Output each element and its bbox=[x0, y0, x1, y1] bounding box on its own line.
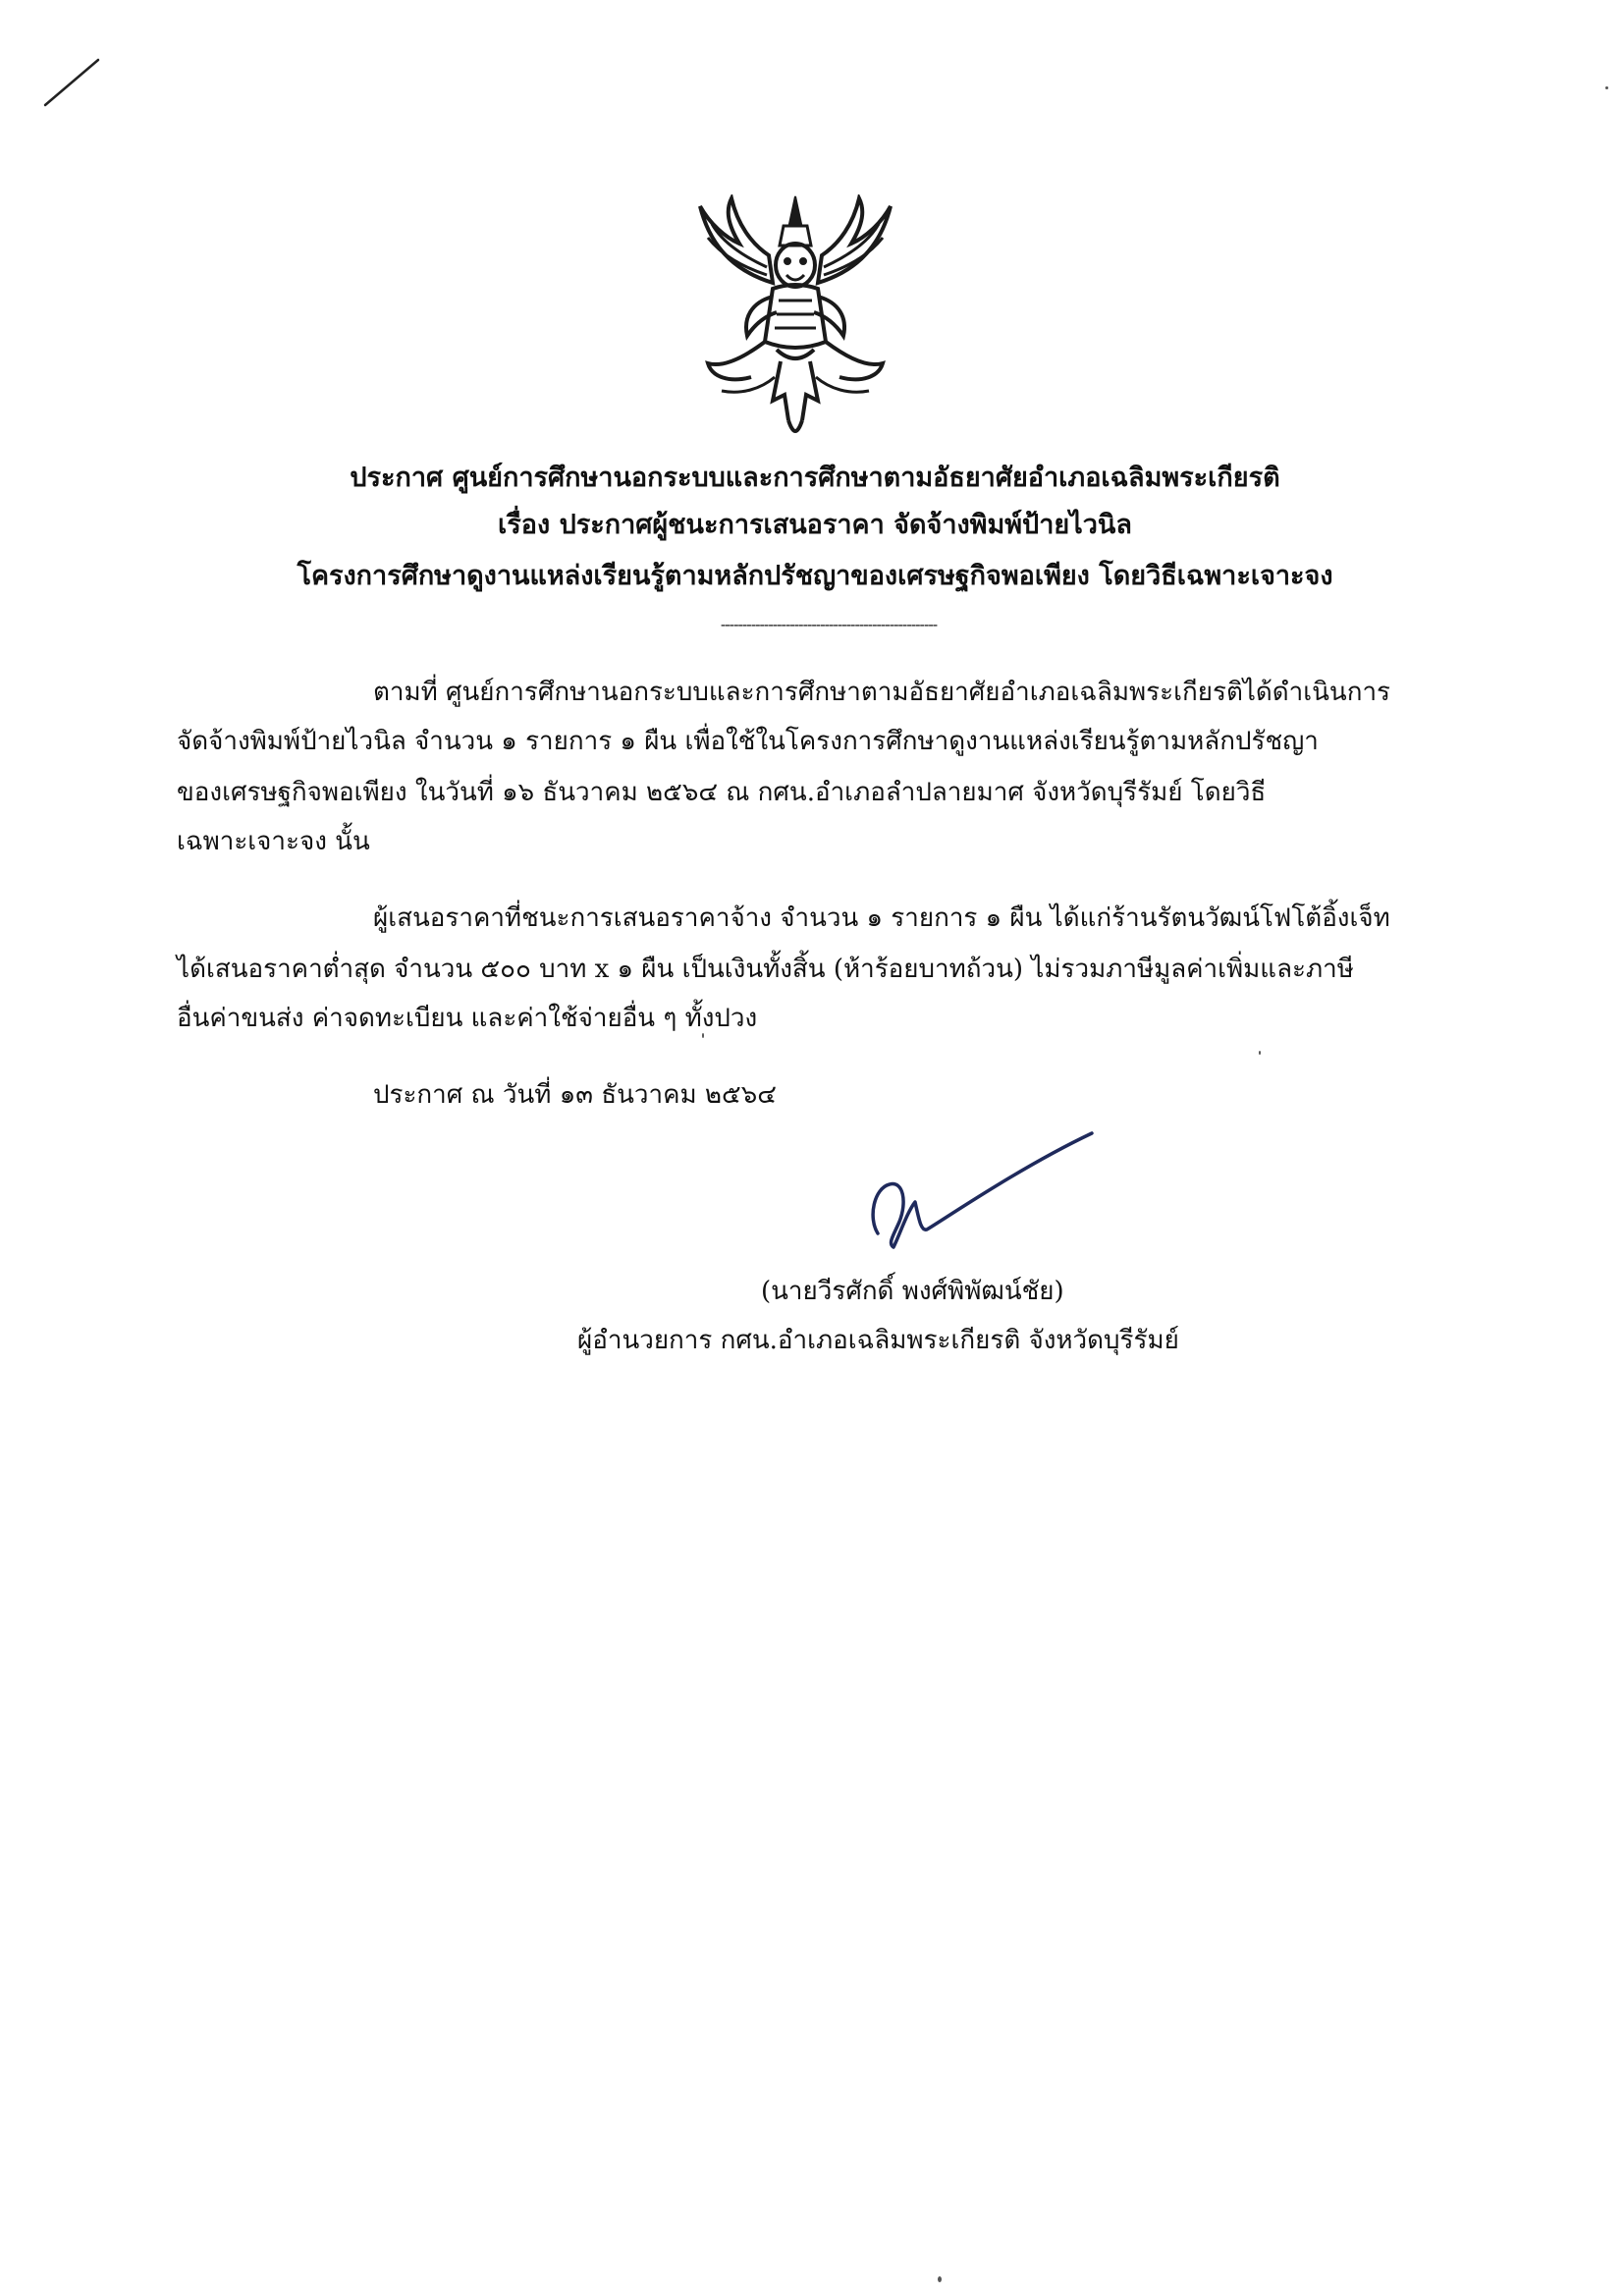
scan-speck bbox=[938, 2276, 942, 2282]
signer-position: ผู้อำนวยการ กศน.อำเภอเฉลิมพระเกียรติ จังหวัดบุรีรัมย์ bbox=[577, 1326, 1179, 1355]
heading-divider: -------------------------------------------------- bbox=[720, 617, 938, 632]
paragraph2-line1: ผู้เสนอราคาที่ชนะการเสนอราคาจ้าง จำนวน ๑ รายการ ๑ ผืน ได้แก่ร้านรัตนวัฒน์โฟโต้อิ้งเจ็ท bbox=[373, 903, 1390, 933]
signer-name: (นายวีรศักดิ์ พงศ์พิพัฒน์ชัย) bbox=[761, 1277, 1064, 1306]
garuda-emblem-icon bbox=[682, 194, 908, 445]
paragraph1-line2: จัดจ้างพิมพ์ป้ายไวนิล จำนวน ๑ รายการ ๑ ผืน เพื่อใช้ในโครงการศึกษาดูงานแหล่งเรียนรู้ตามหลักปรัชญา bbox=[177, 727, 1319, 756]
pen-stroke-mark bbox=[39, 54, 118, 123]
scan-speck bbox=[1605, 86, 1608, 89]
announcement-subject: เรื่อง ประกาศผู้ชนะการเสนอราคา จัดจ้างพิมพ์ป้ายไวนิล bbox=[498, 510, 1132, 540]
scan-speck bbox=[1259, 1051, 1261, 1055]
paragraph1-line4: เฉพาะเจาะจง นั้น bbox=[177, 827, 370, 856]
announcement-project: โครงการศึกษาดูงานแหล่งเรียนรู้ตามหลักปรัชญาของเศรษฐกิจพอเพียง โดยวิธีเฉพาะเจาะจง bbox=[297, 561, 1333, 591]
paragraph1-line1: ตามที่ ศูนย์การศึกษานอกระบบและการศึกษาตามอัธยาศัยอำเภอเฉลิมพระเกียรติได้ดำเนินการ bbox=[373, 678, 1391, 707]
paragraph2-line2: ได้เสนอราคาต่ำสุด จำนวน ๕๐๐ บาท x ๑ ผืน เป็นเงินทั้งสิ้น (ห้าร้อยบาทถ้วน) ไม่รวมภาษีมูลค่าเพิ่มและภาษี bbox=[177, 955, 1354, 984]
paragraph2-line3: อื่นค่าขนส่ง ค่าจดทะเบียน และค่าใช้จ่ายอื่น ๆ ทั้งปวง bbox=[177, 1004, 758, 1033]
announcement-date: ประกาศ ณ วันที่ ๑๓ ธันวาคม ๒๕๖๔ bbox=[373, 1080, 777, 1110]
announcement-title: ประกาศ ศูนย์การศึกษานอกระบบและการศึกษาตามอัธยาศัยอำเภอเฉลิมพระเกียรติ bbox=[350, 463, 1280, 493]
paragraph1-line3: ของเศรษฐกิจพอเพียง ในวันที่ ๑๖ ธันวาคม ๒๕๖๔ ณ กศน.อำเภอลำปลายมาศ จังหวัดบุรีรัมย์ โดยวิธี bbox=[177, 778, 1267, 807]
handwritten-signature-icon bbox=[864, 1127, 1100, 1255]
scan-speck bbox=[702, 1033, 704, 1038]
